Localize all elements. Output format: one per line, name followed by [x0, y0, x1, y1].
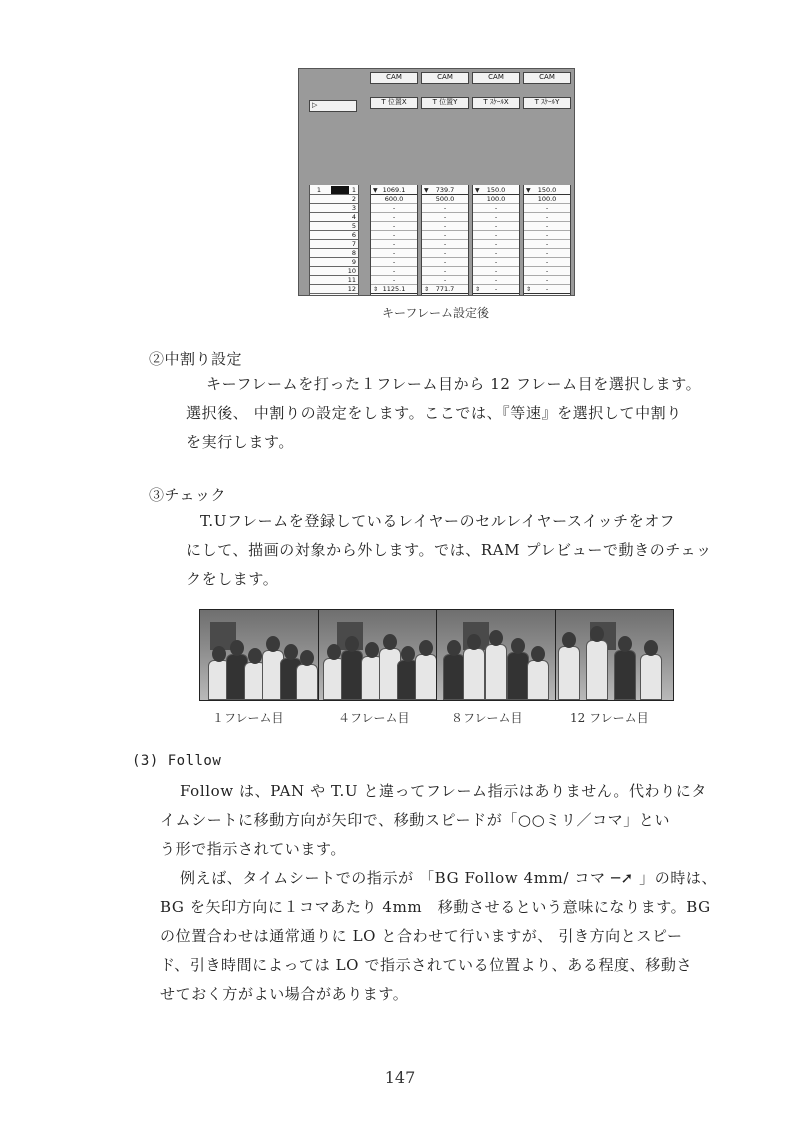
- frame-row[interactable]: [310, 276, 358, 285]
- frame-number: 6: [351, 231, 356, 239]
- value-cell[interactable]: - ⇕: [524, 285, 570, 294]
- character-head: [248, 648, 262, 664]
- character-head: [644, 640, 658, 656]
- column-layer-header: CAM: [370, 72, 418, 84]
- value-cell[interactable]: 150.0 ▼: [524, 186, 570, 195]
- keyframe-updown-arrow-icon: ⇕: [424, 286, 430, 293]
- character-figure: [586, 640, 608, 700]
- frame-number: 1: [351, 186, 356, 194]
- value-cell[interactable]: -: [371, 213, 417, 222]
- character-head: [531, 646, 545, 662]
- value-cell[interactable]: 150.0 ▼: [473, 186, 519, 195]
- section-2-body: [186, 370, 766, 457]
- character-head: [401, 646, 415, 662]
- follow-heading: (3) Follow: [132, 753, 222, 769]
- frame-row[interactable]: [310, 213, 358, 222]
- frame-number: 11: [347, 276, 356, 284]
- timesheet-screenshot: [298, 68, 575, 296]
- follow-line: 例えば、タイムシートでの指示が 「BG Follow 4mm/ コマ ─➚ 」の時は、: [180, 869, 718, 887]
- value-cell[interactable]: -: [371, 276, 417, 285]
- value-cell[interactable]: -: [524, 231, 570, 240]
- frame-number: 8: [351, 249, 356, 257]
- character-figure: [415, 654, 437, 700]
- value-cell[interactable]: -: [422, 204, 468, 213]
- value-cell[interactable]: 1069.1 ▼: [371, 186, 417, 195]
- character-head: [511, 638, 525, 654]
- value-cell[interactable]: -: [473, 249, 519, 258]
- value-cell[interactable]: [524, 294, 570, 296]
- follow-line: Follow は、PAN や T.U と違ってフレーム指示はありません。代わりにタ: [180, 782, 707, 800]
- value-column: [421, 185, 469, 295]
- value-cell[interactable]: -: [422, 267, 468, 276]
- section-3-line: クをします。: [186, 570, 279, 588]
- section-3-heading: ③チェック: [149, 486, 227, 504]
- frame-number: 7: [351, 240, 356, 248]
- value-cell[interactable]: [473, 294, 519, 296]
- value-cell[interactable]: -: [422, 213, 468, 222]
- value-column: [523, 185, 571, 295]
- follow-line: BG を矢印方向に１コマあたり 4mm 移動させるという意味になります。BG: [160, 898, 711, 916]
- column-layer-header: CAM: [421, 72, 469, 84]
- keyframe-down-arrow-icon: ▼: [373, 187, 378, 194]
- frame-image-4: [319, 610, 438, 700]
- value-cell[interactable]: -: [524, 249, 570, 258]
- character-figure: [296, 664, 318, 700]
- column-layer-header: CAM: [523, 72, 571, 84]
- value-cell[interactable]: -: [422, 222, 468, 231]
- section-3-line: にして、描画の対象から外します。では、RAM プレビューで動きのチェッ: [186, 541, 712, 559]
- character-figure: [527, 660, 549, 700]
- value-column: [370, 185, 418, 295]
- character-figure: [558, 646, 580, 700]
- frame-number-pane: [309, 185, 359, 295]
- follow-line: う形で指示されています。: [160, 840, 347, 858]
- character-head: [266, 636, 280, 652]
- frame-label-4: ４フレーム目: [338, 711, 410, 725]
- value-cell[interactable]: -: [524, 258, 570, 267]
- character-figure: [463, 648, 485, 700]
- section-3-line: T.Uフレームを登録しているレイヤーのセルレイヤースイッチをオフ: [200, 512, 676, 530]
- character-head: [327, 644, 341, 660]
- value-cell[interactable]: -: [371, 258, 417, 267]
- value-cell[interactable]: -: [524, 276, 570, 285]
- frame-row[interactable]: [310, 294, 358, 296]
- follow-body: [160, 777, 770, 1009]
- value-cell[interactable]: -: [473, 231, 519, 240]
- value-cell[interactable]: -: [473, 222, 519, 231]
- frame-number: 5: [351, 222, 356, 230]
- character-figure: [614, 650, 636, 700]
- value-cell[interactable]: -: [473, 204, 519, 213]
- frame-number: 3: [351, 204, 356, 212]
- section-2-heading: ②中割り設定: [149, 350, 243, 368]
- frame-number: 12: [347, 285, 356, 293]
- section-2-line: を実行します。: [186, 433, 295, 451]
- value-cell[interactable]: -: [371, 231, 417, 240]
- section-2-line: 選択後、 中割りの設定をします。ここでは、『等速』を選択して中割り: [186, 404, 682, 422]
- character-head: [212, 646, 226, 662]
- character-figure: [640, 654, 662, 700]
- column-param-header: T 位置Y: [421, 97, 469, 109]
- section-2-line: キーフレームを打った１フレーム目から 12 フレーム目を選択します。: [206, 375, 702, 393]
- value-cell[interactable]: 500.0: [422, 195, 468, 204]
- value-column: [472, 185, 520, 295]
- value-cell[interactable]: -: [422, 249, 468, 258]
- keyframe-down-arrow-icon: ▼: [475, 187, 480, 194]
- value-cell[interactable]: -: [473, 258, 519, 267]
- character-head: [345, 636, 359, 652]
- frame-number: 9: [351, 258, 356, 266]
- frame-number: 2: [351, 195, 356, 203]
- frame-label-12: 12 フレーム目: [570, 711, 649, 725]
- section-3-body: [186, 507, 766, 594]
- value-cell[interactable]: -: [371, 267, 417, 276]
- value-cell[interactable]: -: [422, 276, 468, 285]
- frame-row[interactable]: [310, 258, 358, 267]
- frame-label-1: １フレーム目: [212, 711, 284, 725]
- value-cell[interactable]: -: [473, 267, 519, 276]
- frame-image-12: [556, 610, 674, 700]
- value-cell[interactable]: -: [371, 249, 417, 258]
- frame-label-8: ８フレーム目: [451, 711, 523, 725]
- animation-frames-strip: [199, 609, 674, 701]
- value-cell[interactable]: -: [422, 240, 468, 249]
- character-head: [562, 632, 576, 648]
- value-cell[interactable]: -: [371, 222, 417, 231]
- value-cell[interactable]: 600.0: [371, 195, 417, 204]
- value-cell[interactable]: 771.7 ⇕: [422, 285, 468, 294]
- character-head: [419, 640, 433, 656]
- keyframe-down-arrow-icon: ▼: [424, 187, 429, 194]
- character-head: [447, 640, 461, 656]
- selected-frame-highlight: [331, 186, 349, 194]
- value-cell[interactable]: -: [371, 204, 417, 213]
- value-cell[interactable]: -: [473, 213, 519, 222]
- page-number: 147: [384, 1068, 416, 1087]
- left-frame-label: 1: [316, 186, 321, 194]
- value-cell[interactable]: 739.7 ▼: [422, 186, 468, 195]
- frame-image-1: [200, 610, 319, 700]
- character-head: [590, 626, 604, 642]
- value-cell[interactable]: -: [524, 222, 570, 231]
- value-cell[interactable]: 100.0: [473, 195, 519, 204]
- keyframe-updown-arrow-icon: ⇕: [526, 286, 532, 293]
- value-cell[interactable]: -: [473, 240, 519, 249]
- value-cell[interactable]: -: [524, 213, 570, 222]
- layer-selector: [309, 100, 357, 112]
- character-figure: [341, 650, 363, 700]
- frame-row[interactable]: [310, 222, 358, 231]
- keyframe-down-arrow-icon: ▼: [526, 187, 531, 194]
- character-head: [618, 636, 632, 652]
- follow-line: の位置合わせは通常通りに LO と合わせて行いますが、 引き方向とスピー: [160, 927, 683, 945]
- character-figure: [507, 652, 529, 700]
- timesheet-caption: キーフレーム設定後: [382, 306, 489, 320]
- value-cell[interactable]: 100.0: [524, 195, 570, 204]
- value-cell[interactable]: -: [524, 267, 570, 276]
- frame-number: [342, 294, 356, 296]
- character-head: [489, 630, 503, 646]
- frame-row[interactable]: [310, 249, 358, 258]
- column-param-header: T 位置X: [370, 97, 418, 109]
- follow-line: イムシートに移動方向が矢印で、移動スピードが「○○ミリ／コマ」とい: [160, 811, 671, 829]
- character-head: [467, 634, 481, 650]
- value-cell[interactable]: [422, 294, 468, 296]
- value-cell[interactable]: 1125.1 ⇕: [371, 285, 417, 294]
- column-param-header: T ｽｹｰﾙY: [523, 97, 571, 109]
- frame-number: 10: [347, 267, 356, 275]
- keyframe-updown-arrow-icon: ⇕: [373, 286, 379, 293]
- value-cell[interactable]: -: [422, 231, 468, 240]
- value-cell[interactable]: [371, 294, 417, 296]
- value-cell[interactable]: -: [422, 258, 468, 267]
- frame-row[interactable]: [310, 195, 358, 204]
- frame-row[interactable]: [310, 267, 358, 276]
- follow-line: ド、引き時間によっては LO で指示されている位置より、ある程度、移動さ: [160, 956, 693, 974]
- character-figure: [485, 644, 507, 700]
- character-figure: [443, 654, 465, 700]
- character-head: [383, 634, 397, 650]
- frame-row[interactable]: [310, 231, 358, 240]
- column-param-header: T ｽｹｰﾙX: [472, 97, 520, 109]
- value-cell[interactable]: - ⇕: [473, 285, 519, 294]
- value-cell[interactable]: -: [371, 240, 417, 249]
- character-head: [284, 644, 298, 660]
- frame-row[interactable]: [310, 285, 358, 294]
- value-cell[interactable]: -: [473, 276, 519, 285]
- frame-number: 4: [351, 213, 356, 221]
- play-triangle-icon: ▷: [312, 101, 318, 109]
- frame-row[interactable]: [310, 204, 358, 213]
- follow-line: せておく方がよい場合があります。: [160, 985, 409, 1003]
- frame-image-8: [437, 610, 556, 700]
- value-cell[interactable]: -: [524, 204, 570, 213]
- column-layer-header: CAM: [472, 72, 520, 84]
- character-head: [365, 642, 379, 658]
- character-head: [300, 650, 314, 666]
- value-cell[interactable]: -: [524, 240, 570, 249]
- keyframe-updown-arrow-icon: ⇕: [475, 286, 481, 293]
- character-head: [230, 640, 244, 656]
- frame-row[interactable]: [310, 240, 358, 249]
